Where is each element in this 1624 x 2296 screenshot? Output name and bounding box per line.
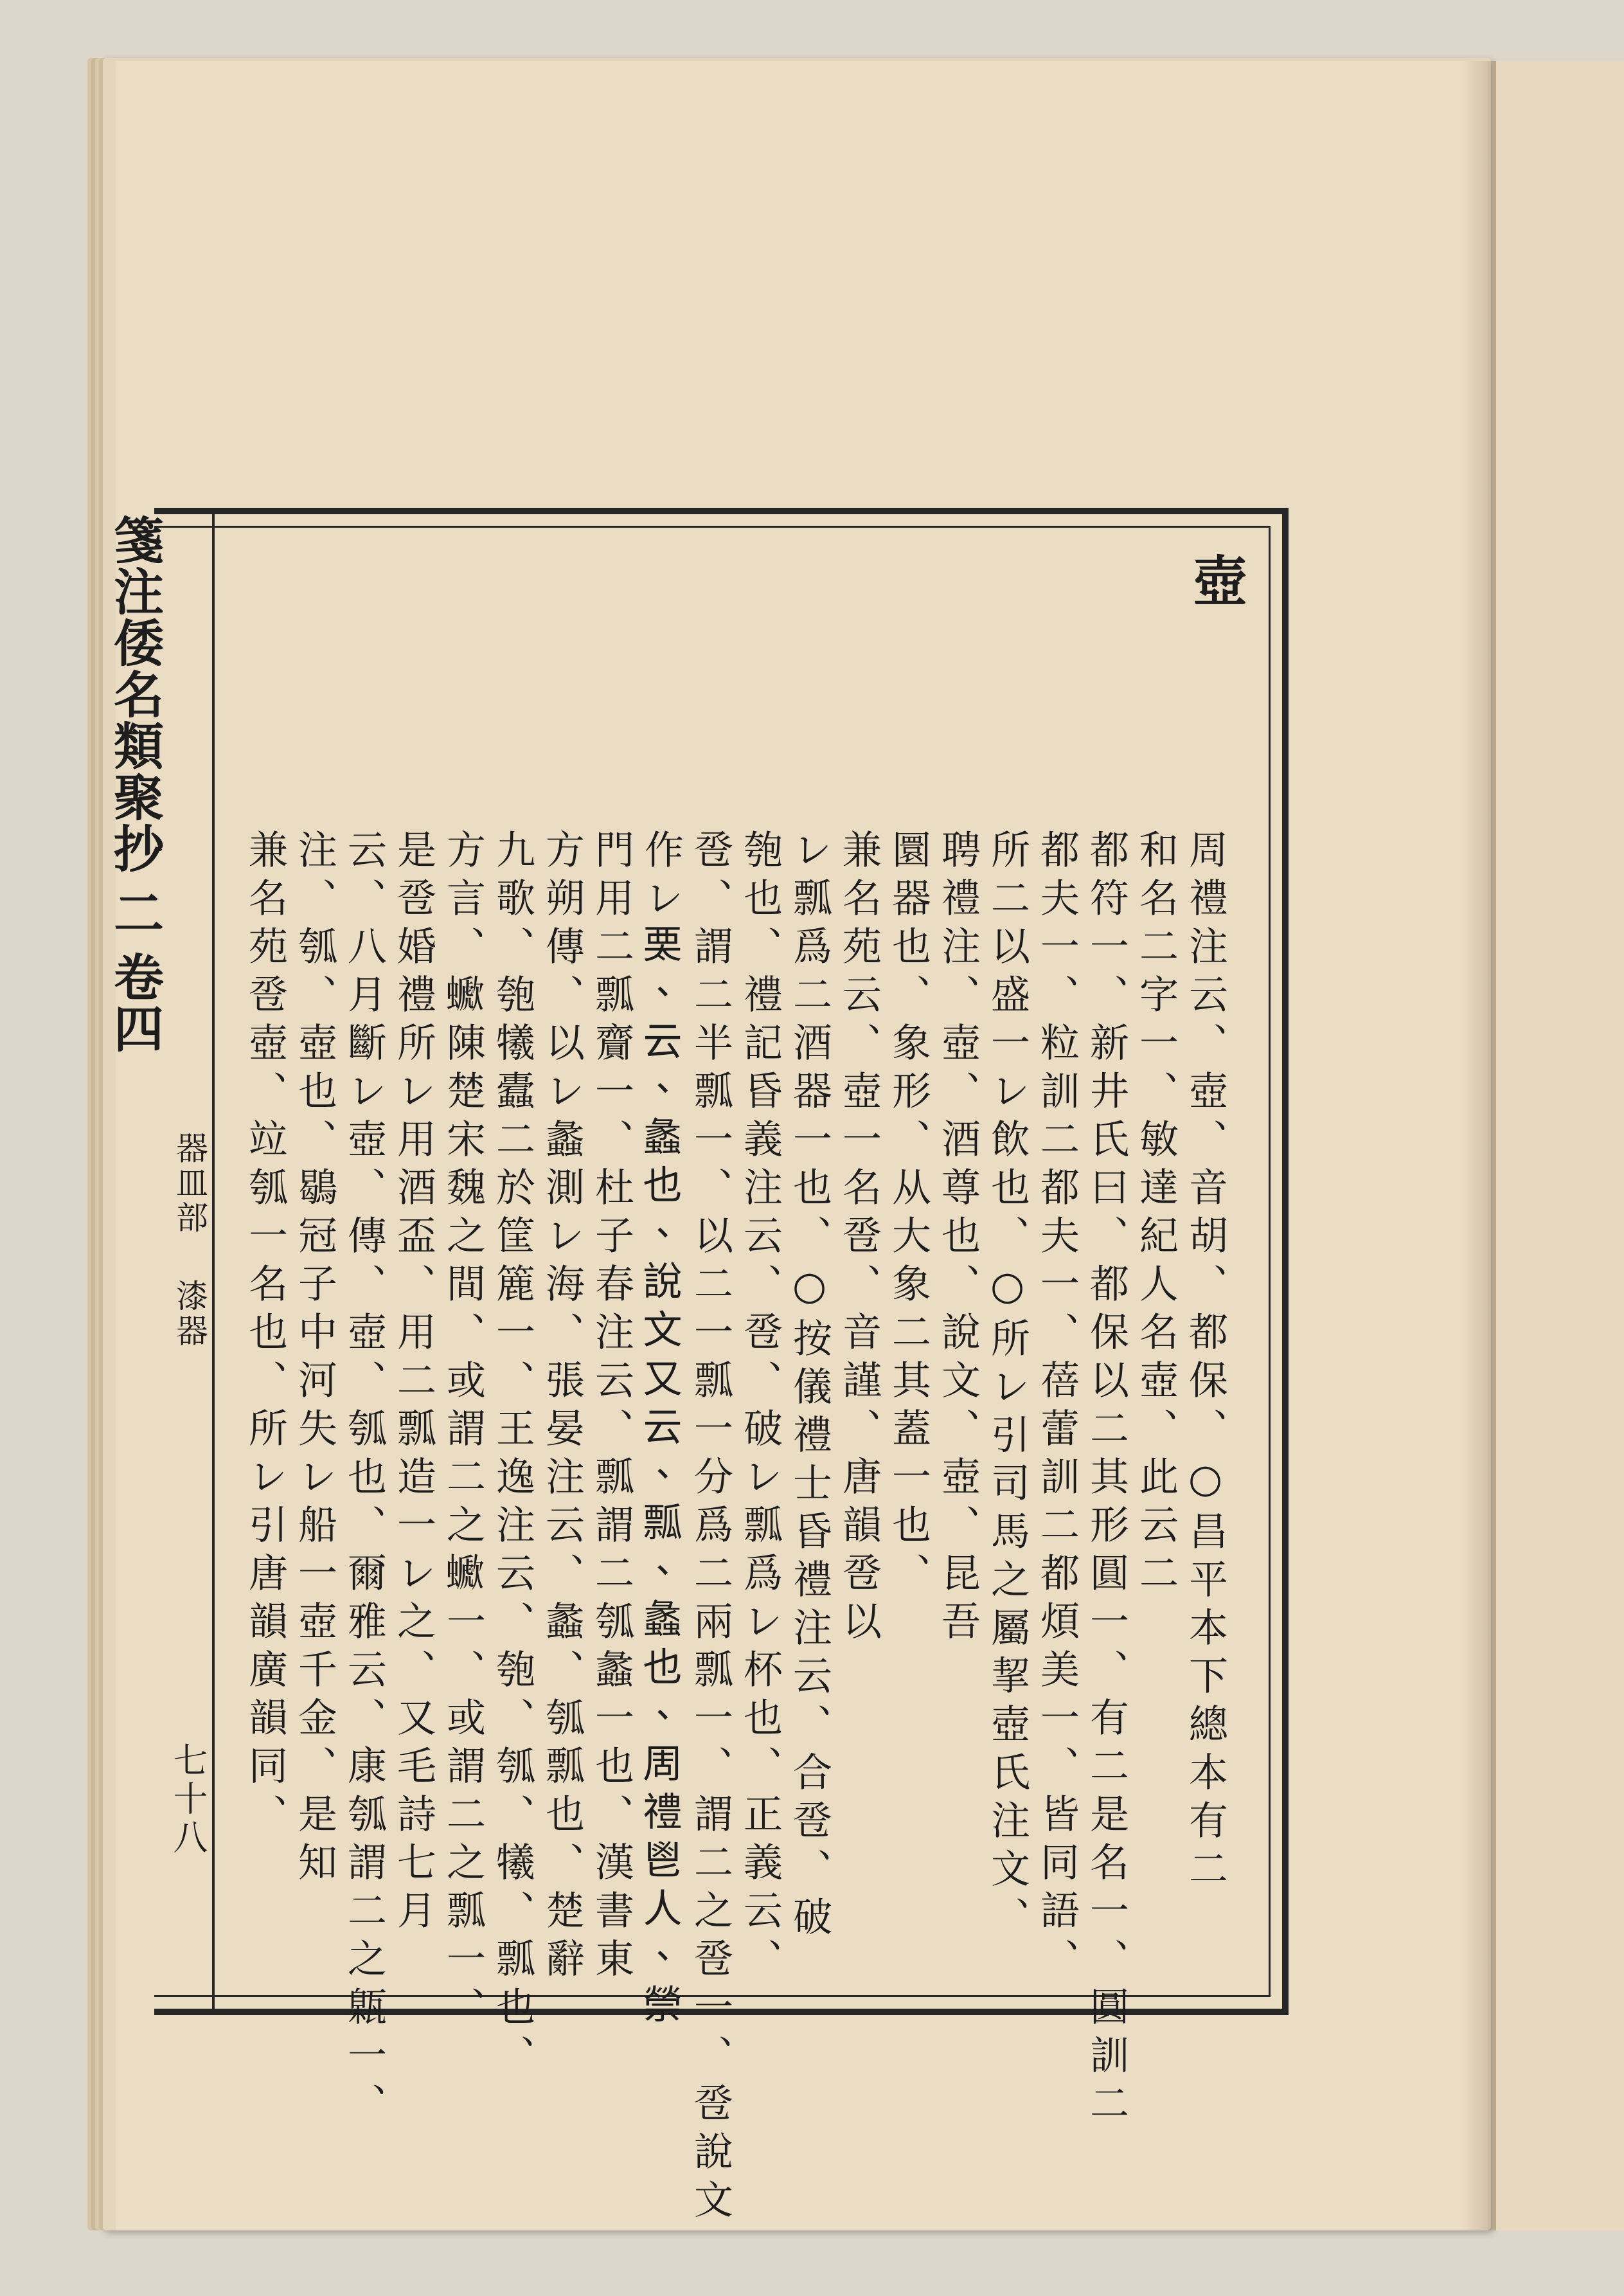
text-column: 云、八月斷レ壺、傳、壺、瓠也、爾雅云、康瓠謂二之甈一、 <box>341 829 387 2131</box>
entry-heading: 壺 <box>1184 553 1248 607</box>
text-column: 門用二瓢齎一、杜子春注云、瓢謂二瓠蠡一也、漢書東 <box>589 829 634 1986</box>
text-column: レ瓢爲二酒器一也、○按儀禮士昏禮注云、合卺、破 <box>787 829 832 1944</box>
juan-number: 卷四 <box>105 951 164 1054</box>
text-column: 都夫一、粒訓二都夫一、蓓蕾訓二都煩美一、皆同語、 <box>1034 829 1080 1986</box>
text-column: 兼名苑卺壺、竝瓠一名也、所レ引唐韻廣韻同、 <box>242 829 288 1842</box>
facing-page <box>1492 61 1624 2230</box>
book-title: 箋注倭名類聚抄 <box>105 514 164 874</box>
hanshin-rule <box>212 508 215 2015</box>
text-column: 匏也、禮記昏義注云、卺、破レ瓢爲レ杯也、正義云、 <box>737 829 783 1986</box>
spine-shadow <box>1462 61 1492 2230</box>
text-column: 卺、謂二半瓢一、以二一瓢一分爲二兩瓢一、謂二之卺一、卺說文 <box>688 829 733 2227</box>
text-column: 方言、𧓗陳楚宋魏之間、或謂二之𧓗一、或謂二之瓢一、 <box>440 829 486 2034</box>
text-column: 兼名苑云、壺一名卺、音謹、唐韻卺以 <box>836 829 882 1649</box>
text-column: 是卺婚禮所レ用酒盃、用二瓢造一レ之、又毛詩七月 <box>391 829 436 1938</box>
volume-number: 二 <box>105 887 164 938</box>
text-column: 注、瓠、壺也、鶡冠子中河失レ船一壺千金、是知 <box>292 829 337 1890</box>
text-column: 聘禮注、壺、酒尊也、說文、壺、昆吾 <box>935 829 981 1649</box>
text-column: 作レ𧟧、云、蠡也、說文又云、瓢、蠡也、周禮鬯人、禜 <box>638 829 684 2034</box>
text-column: 和名二字一、敏達紀人名壺、此云二 <box>1133 829 1179 1601</box>
folio-number: 七十八 <box>168 1742 208 1858</box>
text-column: 九歌、匏犧蠹二於筐簏一、王逸注云、匏、瓠、犧、瓢也、 <box>490 829 535 2083</box>
subsection-name: 漆器 <box>171 1279 208 1349</box>
text-column: 都符一、新井氏曰、都保以二其形圓一、有二是名一、圓訓二 <box>1084 829 1129 2131</box>
text-column: 圜器也、象形、从大象二其蓋一也、 <box>886 829 931 1601</box>
text-column: 周禮注云、壺、音胡、都保、○昌平本下總本有二 <box>1182 829 1228 1896</box>
section-name: 器皿部 <box>171 1131 208 1235</box>
text-column: 方朔傳、以レ蠡測レ海、張晏注云、蠡、瓠瓢也、楚辭 <box>539 829 585 1986</box>
text-column: 所二以盛一レ飲也、○所レ引司馬之屬挈壺氏注文、 <box>985 829 1030 1944</box>
